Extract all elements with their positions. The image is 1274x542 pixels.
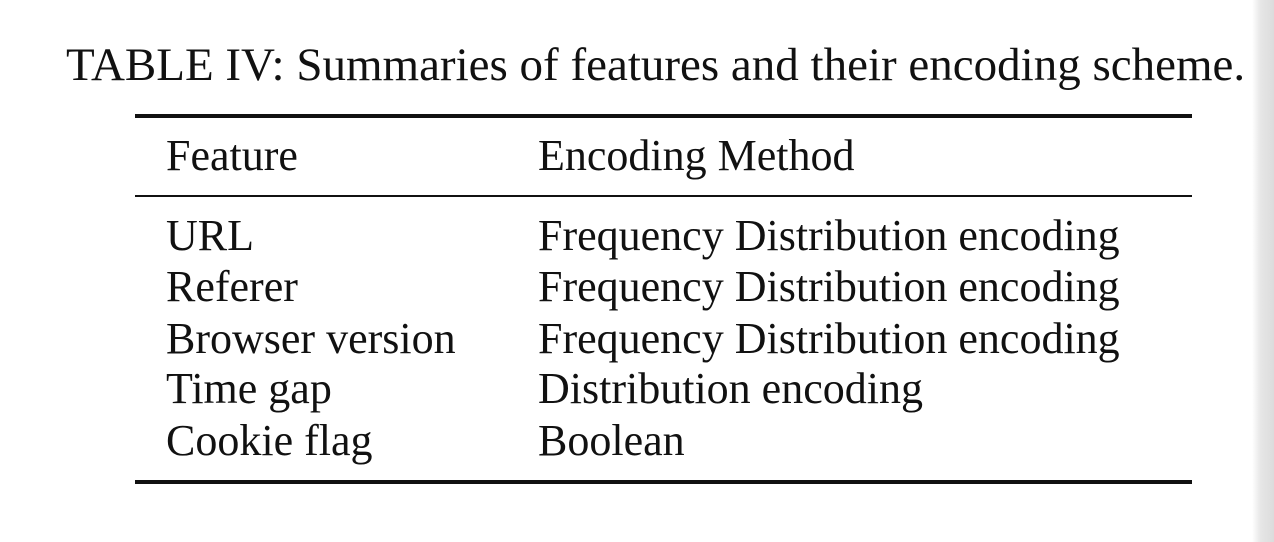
table-row-encoding: Frequency Distribution encoding — [538, 314, 1120, 363]
table-header-rule — [135, 195, 1192, 197]
table-row-feature: Referer — [166, 262, 298, 311]
table-row-encoding: Distribution encoding — [538, 364, 923, 413]
table-row-encoding: Frequency Distribution encoding — [538, 262, 1120, 311]
table-top-rule — [135, 114, 1192, 118]
table-row-feature: URL — [166, 211, 254, 260]
table-row-encoding: Boolean — [538, 416, 685, 465]
table-caption: TABLE IV: Summaries of features and their encoding scheme. — [66, 39, 1246, 91]
table-row-feature: Time gap — [166, 364, 332, 413]
header-feature: Feature — [166, 131, 298, 180]
table-bottom-rule — [135, 480, 1192, 484]
header-encoding-method: Encoding Method — [538, 131, 855, 180]
table-row-encoding: Frequency Distribution encoding — [538, 211, 1120, 260]
page-edge-shadow — [1252, 0, 1274, 542]
table-row-feature: Cookie flag — [166, 416, 373, 465]
table-row-feature: Browser version — [166, 314, 456, 363]
